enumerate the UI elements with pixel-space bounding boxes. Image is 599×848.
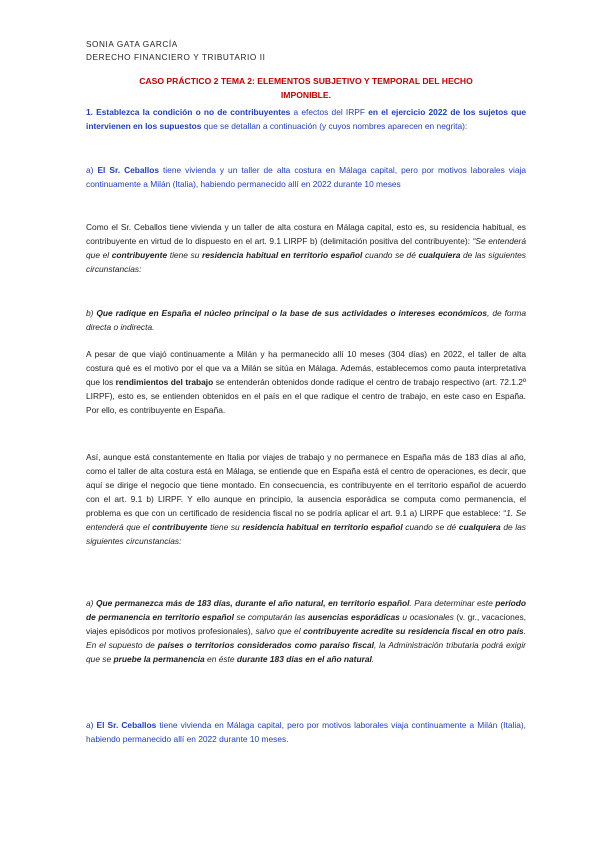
p2-text-2: se entenderán obtenidos donde radique el centro de trabajo respectivo (art. 72.1.2º LIRPF), esto es, se entienden obtenidos en el país en el que radique el centro de trabajo, en este caso en España. Por ello, es contribuyente en España. [86, 377, 526, 415]
header-author: SONIA GATA GARCÍA [86, 40, 178, 49]
case-a2-prefix: a) [86, 720, 97, 730]
qb-italic-1: b) [86, 308, 97, 318]
p1-bolditalic-2: residencia habitual en territorio español [202, 250, 363, 260]
page-title [86, 74, 526, 102]
qb-bolditalic-1: Que radique en España el núcleo principal o la base de sus actividades o intereses económicos [96, 308, 488, 318]
qa-italic-4: u ocasionales [399, 612, 457, 622]
qa-italic-7: , la Administración tributaria podrá exigir que se [86, 640, 526, 664]
qa-italic-9: . [371, 654, 375, 664]
p1-italic-1: “Se entenderá que el [86, 236, 526, 260]
p3-italic-3: cuando se dé [402, 522, 459, 532]
qa-bolditalic-1: Que permanezca más de 183 días, durante el año natural, en territorio español [95, 598, 410, 608]
qa-italic-6: . En el supuesto de [86, 626, 527, 650]
p3-italic-1: 1. Se entenderá que el [86, 508, 526, 532]
paragraph-3 [86, 450, 526, 548]
question-bold-2: en el ejercicio 2022 de los sujetos que intervienen en los supuestos [86, 107, 526, 131]
question-text-1: a efectos del IRPF [290, 107, 369, 117]
p3-italic-2: tiene su [207, 522, 243, 532]
p3-bolditalic-3: cualquiera [458, 522, 501, 532]
header-course: DERECHO FINANCIERO Y TRIBUTARIO II [86, 53, 266, 62]
p2-bold-1: rendimientos del trabajo [115, 377, 214, 387]
p1-bolditalic-1: contribuyente [111, 250, 168, 260]
title-line-1: CASO PRÁCTICO 2 TEMA 2: ELEMENTOS SUBJETIVO Y TEMPORAL DEL HECHO [139, 76, 473, 86]
case-a-text: tiene vivienda y un taller de alta costura en Málaga capital, pero por motivos laborales viaja continuamente a Milán (Italia), habiendo permanecido allí en 2022 durante 10 meses [86, 165, 527, 189]
qa-bolditalic-5: países o territorios considerados como paraíso fiscal [157, 640, 374, 650]
paragraph-1 [86, 220, 526, 276]
quote-article-9-1-a [86, 596, 526, 666]
case-a2-name: El Sr. Ceballos [96, 720, 157, 730]
p1-text-1: Como el Sr. Ceballos tiene vivienda y un taller de alta costura en Málaga capital, esto es, su residencia habitual, es contribuyente en virtud de lo dispuesto en el art. 9.1 LIRPF b) (delimitación positiva del contribuyente): [86, 222, 526, 246]
paragraph-2 [86, 347, 526, 417]
qa-italic-3: se computarán las [233, 612, 308, 622]
case-a-statement [86, 163, 526, 191]
case-a2-text: tiene vivienda en Málaga capital, pero por motivos laborales viaja continuamente a Milán (Italia), habiendo permanecido allí en 2022 durante 10 meses. [86, 720, 526, 744]
p2-text-1: A pesar de que viajó continuamente a Milán y ha permanecido allí 10 meses (304 días) en 2022, el taller de alta costura qué es el motivo por el que va a Milán se sitúa en Málaga. Además, establecemos como pauta interpretativa que los [86, 349, 526, 387]
qa-italic-5: salvo que el [252, 626, 304, 636]
qa-bolditalic-4: contribuyente acredite su residencia fiscal en otro país [303, 626, 524, 636]
quote-article-9-1-b [86, 306, 526, 334]
p1-italic-4: de las siguientes circunstancias: [86, 250, 526, 274]
case-a-prefix: a) [86, 165, 98, 175]
question-bold-1: 1. Establezca la condición o no de contribuyentes [86, 107, 291, 117]
qa-italic-2: . Para determinar este [409, 598, 496, 608]
title-line-2: IMPONIBLE. [280, 90, 332, 100]
qb-italic-2: , de forma directa o indirecta. [86, 308, 526, 332]
question-text-2: que se detallan a continuación (y cuyos nombres aparecen en negrita): [201, 121, 468, 131]
case-a-name: El Sr. Ceballos [97, 165, 159, 175]
p3-text-1: Así, aunque está constantemente en Italia por viajes de trabajo y no permanece en España más de 183 días al año, como el taller de alta costura está en Málaga, se entiende que en España está el centro de operaciones, es decir, que aquí se dirige el negocio que tiene montado. En consecuencia, es contribuyente en el territorio español de acuerdo con el art. 9.1 b) LIRPF. Y ello aunque en principio, la ausencia esporádica se computa como permanencia, el problema es que con un certificado de residencia fiscal no se podría aplicar el art. 9.1 a) LIRPF que establece: “ [86, 452, 526, 518]
p1-italic-3: cuando se dé [362, 250, 419, 260]
p3-italic-4: de las siguientes circunstancias: [86, 522, 526, 546]
qa-bolditalic-6: pruebe la permanencia [113, 654, 205, 664]
qa-bolditalic-3: ausencias esporádicas [307, 612, 400, 622]
qa-italic-8: en éste [204, 654, 237, 664]
case-a-restatement [86, 718, 526, 746]
qa-bolditalic-2: período de permanencia en territorio español [86, 598, 527, 622]
qa-bolditalic-7: durante 183 días en el año natural [236, 654, 372, 664]
qa-text-1: (v. gr., vacaciones, viajes episódicos por motivos profesionales), [86, 612, 526, 636]
question-statement [86, 105, 526, 133]
p1-italic-2: tiene su [167, 250, 202, 260]
p3-bolditalic-2: residencia habitual en territorio español [242, 522, 403, 532]
p3-bolditalic-1: contribuyente [152, 522, 208, 532]
p1-bolditalic-3: cualquiera [418, 250, 461, 260]
qa-italic-1: a) [86, 598, 96, 608]
